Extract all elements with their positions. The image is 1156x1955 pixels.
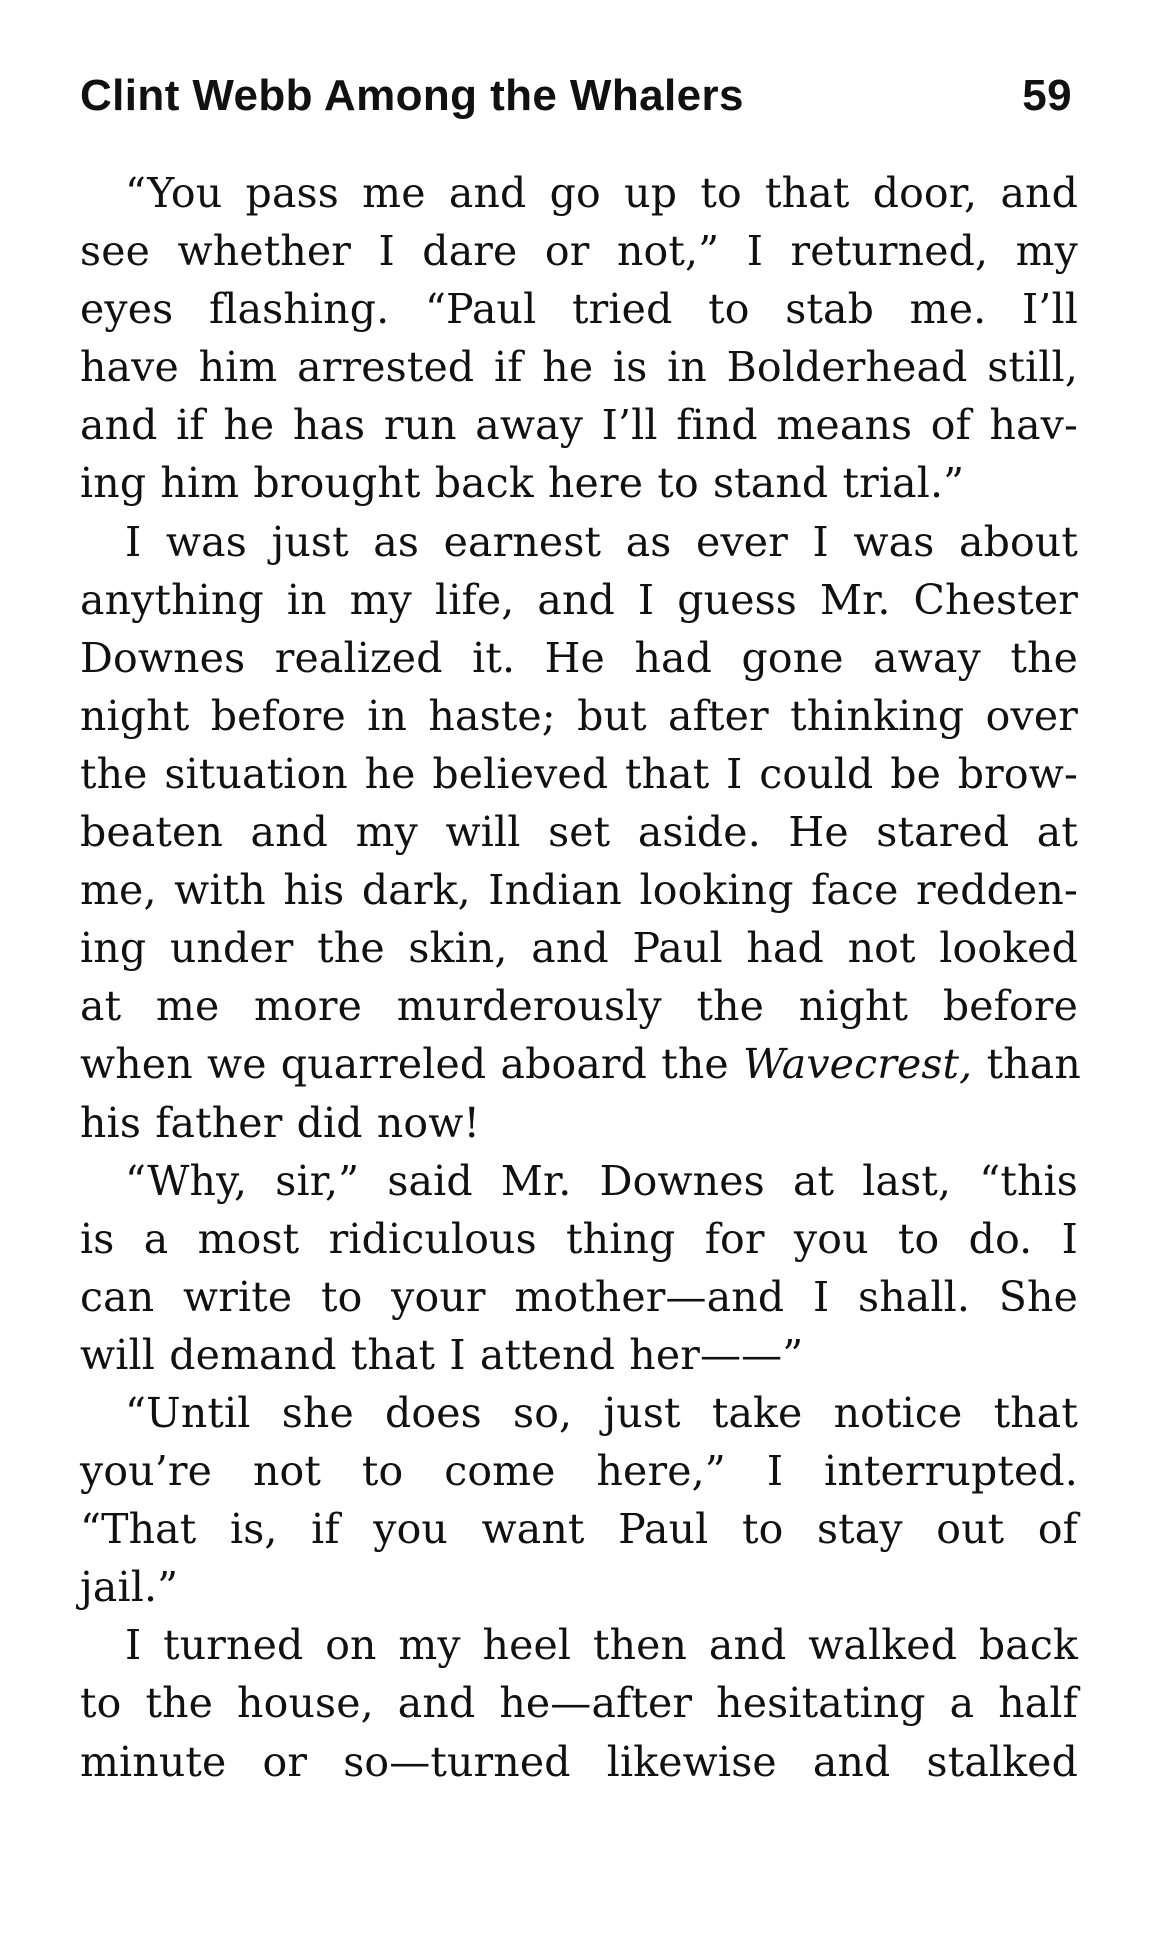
text-line-16-end: than [986,1040,1081,1089]
page-number: 59 [1022,71,1072,120]
text-line-14: ing under the skin, and Paul had not looked [80,924,1078,973]
text-line-20: can write to your mother—and I shall. She [80,1272,1078,1321]
text-line-22: “Until she does so, just take notice that [125,1388,1078,1437]
text-line-5: and if he has run away I’ll find means of hav- [80,401,1078,450]
text-line-11: the situation he believed that I could be brow- [80,749,1078,798]
text-line-8: anything in my life, and I guess Mr. Chester [80,575,1078,624]
text-line-13: me, with his dark, Indian looking face redden- [80,866,1078,915]
text-line-16 [80,1035,1081,1093]
text-line-26: I turned on my heel then and walked back [125,1621,1078,1670]
text-line-21: will demand that I attend her——” [80,1330,804,1379]
text-line-25: jail.” [80,1563,179,1612]
text-line-4: have him arrested if he is in Bolderhead still, [80,343,1078,392]
text-line-28: minute or so—turned likewise and stalked [80,1737,1078,1786]
text-line-16-start: when we quarreled aboard the [80,1040,729,1089]
text-line-1: “You pass me and go up to that door, and [125,169,1078,217]
running-head [80,66,1080,126]
text-line-23: you’re not to come here,” I interrupted. [80,1447,1078,1496]
text-line-15: at me more murderously the night before [80,982,1078,1031]
text-line-3: eyes flashing. “Paul tried to stab me. I’ll [80,285,1078,334]
text-line-2: see whether I dare or not,” I returned, my [80,227,1078,276]
text-line-12: beaten and my will set aside. He stared at [80,808,1078,857]
text-line-18: “Why, sir,” said Mr. Downes at last, “this [125,1156,1078,1205]
text-line-19: is a most ridiculous thing for you to do. I [80,1214,1078,1263]
running-title: Clint Webb Among the Whalers [80,71,744,120]
body-text [80,164,1081,1791]
text-line-17: his father did now! [80,1098,481,1147]
ship-name: Wavecrest, [743,1040,973,1089]
text-line-6: ing him brought back here to stand trial.” [80,459,965,508]
text-line-27: to the house, and he—after hesitating a half [80,1679,1078,1728]
text-line-24: “That is, if you want Paul to stay out of [80,1505,1078,1554]
text-line-9: Downes realized it. He had gone away the [80,633,1078,682]
text-line-7: I was just as earnest as ever I was about [125,517,1078,566]
text-line-10: night before in haste; but after thinking over [80,691,1078,740]
